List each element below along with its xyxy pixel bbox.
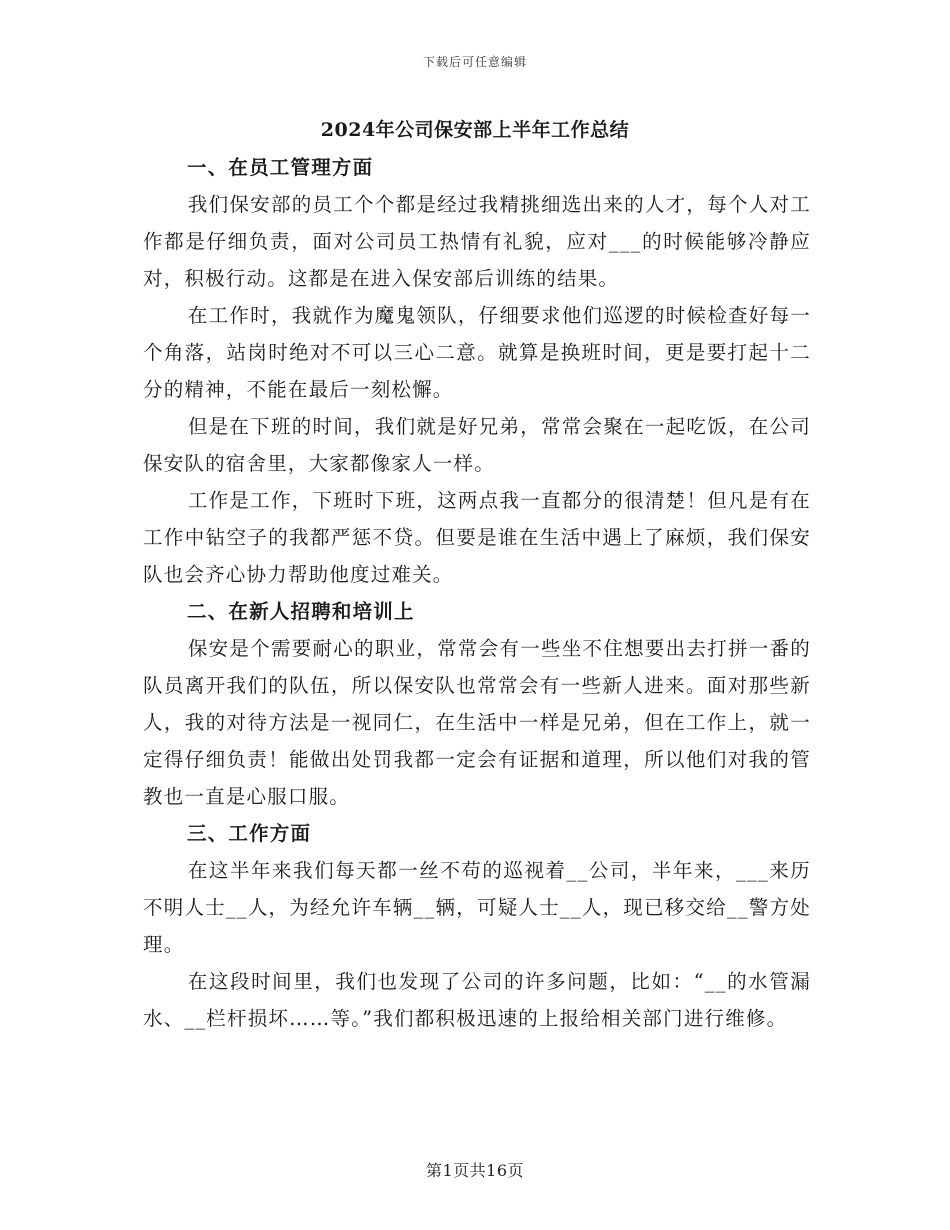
document-body [143,149,811,1037]
paragraph: 在这半年来我们每天都一丝不苟的巡视着__公司，半年来，___来历不明人士__人，为经允许车辆__辆，可疑人士__人，现已移交给__警方处理。 [143,859,811,956]
paragraph: 保安是个需要耐心的职业，常常会有一些坐不住想要出去打拼一番的队员离开我们的队伍，所以保安队也常常会有一些新人进来。面对那些新人，我的对待方法是一视同仁，在生活中一样是兄弟，但在工作上，就一定得仔细负责！能做出处罚我都一定会有证据和道理，所以他们对我的管教也一直是心服口服。 [143,637,811,808]
section-heading-staff-management: 一、在员工管理方面 [187,156,374,179]
paragraph: 工作是工作，下班时下班，这两点我一直都分的很清楚！但凡是有在工作中钻空子的我都严惩不贷。但要是谁在生活中遇上了麻烦，我们保安队也会齐心协力帮助他度过难关。 [143,489,811,586]
paragraph: 在工作时，我就作为魔鬼领队，仔细要求他们巡逻的时候检查好每一个角落，站岗时绝对不可以三心二意。就算是换班时间，更是要打起十二分的精神，不能在最后一刻松懈。 [143,304,811,401]
paragraph: 但是在下班的时间，我们就是好兄弟，常常会聚在一起吃饭，在公司保安队的宿舍里，大家都像家人一样。 [143,415,811,475]
section-heading-work: 三、工作方面 [187,822,312,845]
document-title: 2024年公司保安部上半年工作总结 [320,119,630,141]
paragraph: 我们保安部的员工个个都是经过我精挑细选出来的人才，每个人对工作都是仔细负责，面对公司员工热情有礼貌，应对___的时候能够冷静应对，积极行动。这都是在进入保安部后训练的结果。 [143,193,811,290]
paragraph: 在这段时间里，我们也发现了公司的许多问题，比如：“__的水管漏水、__栏杆损坏……等。”我们都积极迅速的上报给相关部门进行维修。 [143,970,811,1030]
page-number: 第1页共16页 [425,1161,525,1180]
section-heading-recruitment-training: 二、在新人招聘和培训上 [187,600,415,623]
header-note: 下载后可任意编辑 [422,55,527,69]
